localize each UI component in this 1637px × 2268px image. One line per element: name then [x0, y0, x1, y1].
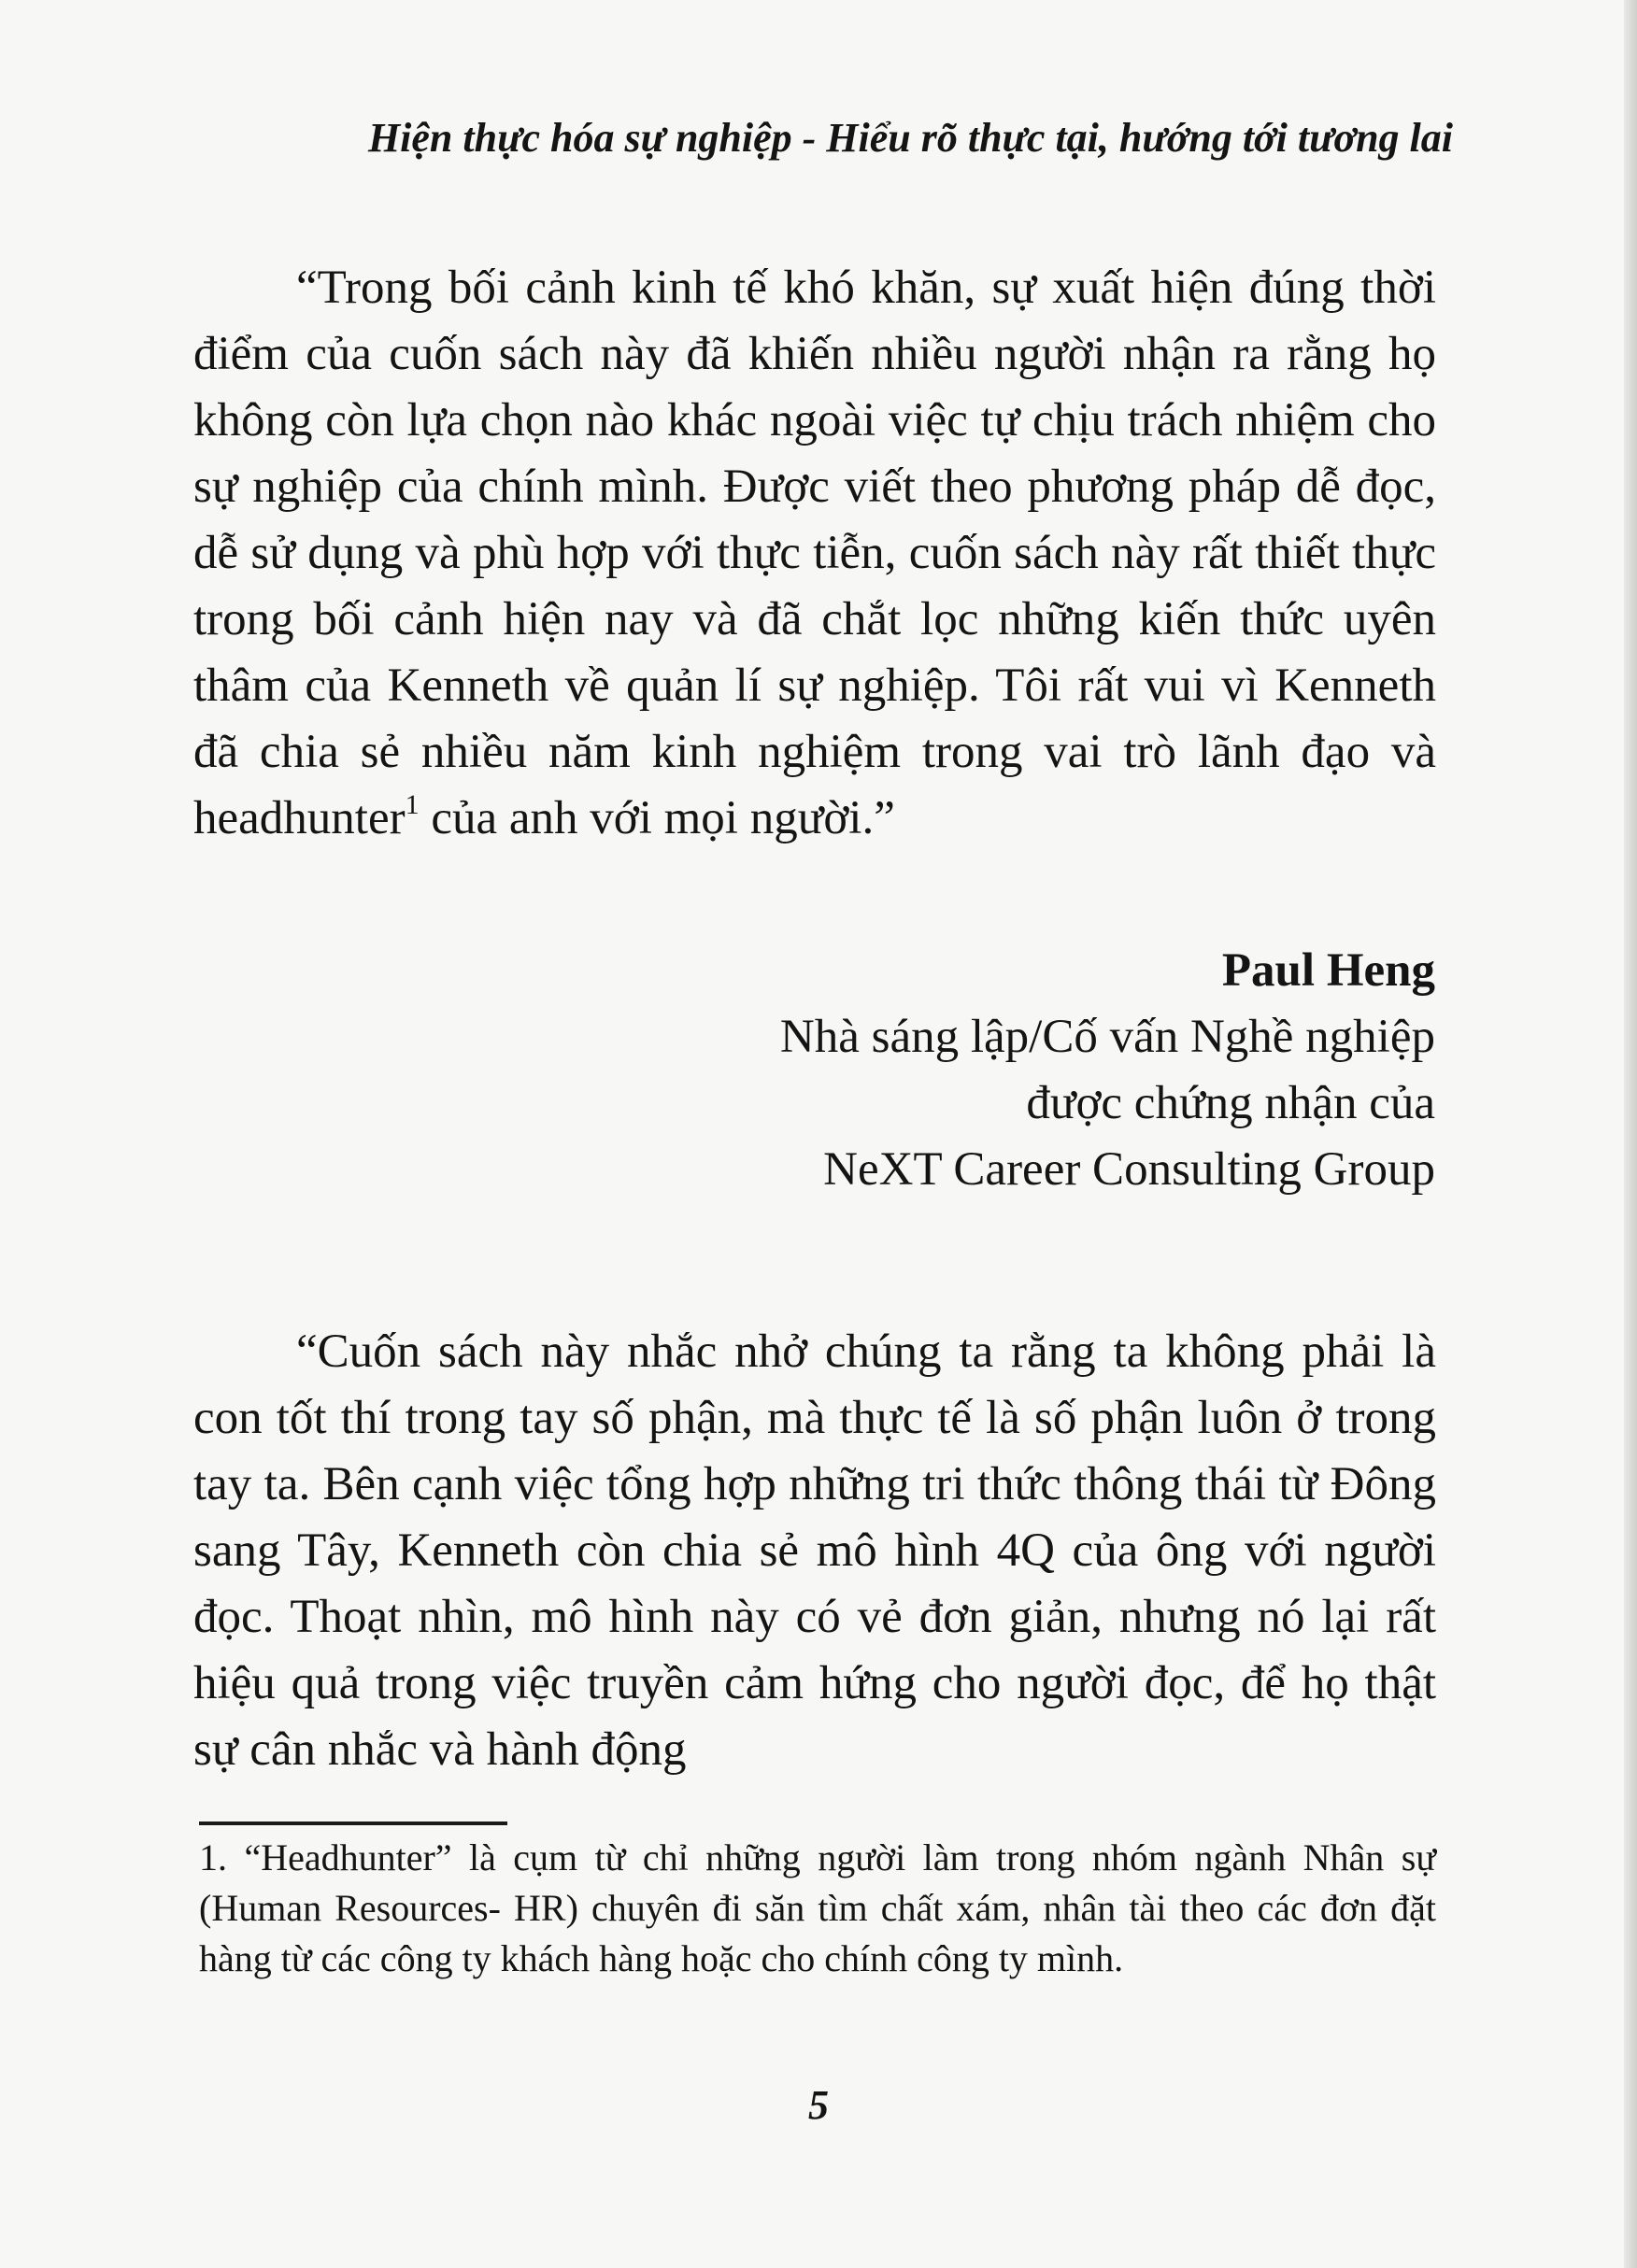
attribution-author: Paul Heng: [1221, 944, 1435, 997]
quote-1-text: “Trong bối cảnh kinh tế khó khăn, sự xuất hiện đúng thời điểm của cuốn sách này đã khiến nhiều người nhận ra rằng họ không còn lựa chọn nào khác ngoài việc tự chịu trách nhiệm cho sự nghiệp của chính mình. Được viết theo phương pháp dễ đọc, dễ sử dụng và phù hợp với thực tiễn, cuốn sách này rất thiết thực trong bối cảnh hiện nay và đã chắt lọc những kiến thức uyên thâm của Kenneth về quản lí sự nghiệp. Tôi rất vui vì Kenneth đã chia sẻ nhiều năm kinh nghiệm trong vai trò lãnh đạo và headhunter: [193, 262, 1436, 844]
quote-attribution: [501, 938, 1435, 1203]
attribution-title-line-3: NeXT Career Consulting Group: [823, 1143, 1435, 1196]
attribution-title-line-1: Nhà sáng lập/Cố vấn Nghề nghiệp: [779, 1011, 1435, 1063]
quote-paragraph-1: [193, 255, 1436, 852]
quote-paragraph-2: “Cuốn sách này nhắc nhở chúng ta rằng ta không phải là con tốt thí trong tay số phận, mà thực tế là số phận luôn ở trong tay ta. Bên cạnh việc tổng hợp những tri thức thông thái từ Đông sang Tây, Kenneth còn chia sẻ mô hình 4Q của ông với người đọc. Thoạt nhìn, mô hình này có vẻ đơn giản, nhưng nó lại rất hiệu quả trong việc truyền cảm hứng cho người đọc, để họ thật sự cân nhắc và hành động: [193, 1325, 1436, 1776]
quote-1-text-end: của anh với mọi người.”: [419, 792, 895, 844]
page-number: 5: [808, 2082, 829, 2128]
footnote-divider: [199, 1821, 507, 1825]
footnote-reference-mark: 1: [405, 789, 420, 820]
footnote-text: 1. “Headhunter” là cụm từ chỉ những người làm trong nhóm ngành Nhân sự (Human Resources- HR) chuyên đi săn tìm chất xám, nhân tài theo các đơn đặt hàng từ các công ty khách hàng hoặc cho chính công ty mình.: [199, 1836, 1436, 1979]
running-header: Hiện thực hóa sự nghiệp - Hiểu rõ thực tại, hướng tới tương lai: [367, 115, 1453, 161]
attribution-title-line-2: được chứng nhận của: [1026, 1077, 1435, 1129]
page-edge: [1624, 0, 1637, 2268]
